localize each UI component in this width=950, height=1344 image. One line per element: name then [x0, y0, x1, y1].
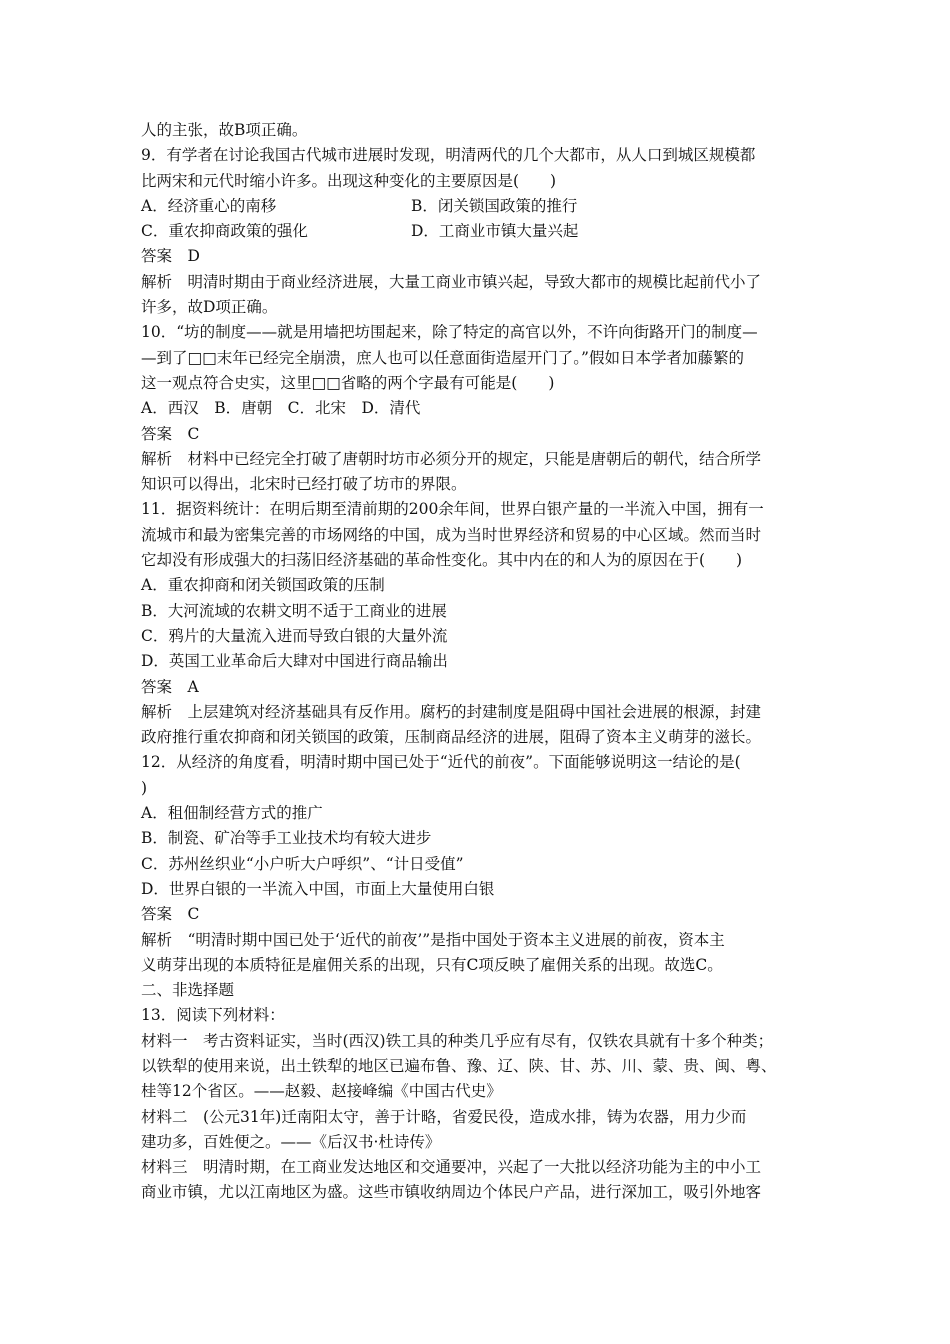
analysis-line: 解析 明清时期由于商业经济进展，大量工商业市镇兴起，导致大都市的规模比起前代小了: [141, 272, 762, 291]
analysis-line: 许多，故D项正确。: [141, 298, 278, 317]
analysis-line: 解析 上层建筑对经济基础具有反作用。腐朽的封建制度是阻碍中国社会进展的根源，封建: [141, 702, 762, 721]
question-10-stem: 这一观点符合史实，这里□□省略的两个字最有可能是( ): [141, 373, 555, 392]
option-b: B．大河流域的农耕文明不适于工商业的进展: [141, 601, 447, 620]
analysis-line: 解析 “明清时期中国已处于‘近代的前夜’”是指中国处于资本主义进展的前夜，资本主: [141, 930, 725, 949]
material-3-line: 商业市镇，尤以江南地区为盛。这些市镇收纳周边个体民户产品，进行深加工，吸引外地客: [141, 1183, 762, 1202]
option-d: D．工商业市镇大量兴起: [411, 222, 579, 241]
answer-line: 答案 C: [141, 905, 200, 924]
option-a: A．租佃制经营方式的推广: [141, 804, 323, 823]
question-10-options: A．西汉 B．唐朝 C．北宋 D．清代: [141, 399, 421, 418]
question-9-options-row: [141, 219, 813, 244]
question-9-stem: 9．有学者在讨论我国古代城市进展时发现，明清两代的几个大都市，从人口到城区规模都: [141, 146, 756, 165]
option-c: C．鸦片的大量流入进而导致白银的大量外流: [141, 626, 448, 645]
option-b: B．闭关锁国政策的推行: [411, 196, 578, 215]
analysis-line: 知识可以得出，北宋时已经打破了坊市的界限。: [141, 475, 467, 494]
question-9-stem: 比两宋和元代时缩小许多。出现这种变化的主要原因是( ): [141, 171, 557, 190]
question-11-stem: 流城市和最为密集完善的市场网络的中国，成为当时世界经济和贸易的中心区域。然而当时: [141, 525, 762, 544]
text-line: 人的主张，故B项正确。: [141, 121, 308, 139]
document-page: [141, 118, 813, 1206]
option-c: C．重农抑商政策的强化: [141, 222, 308, 241]
answer-line: 答案 C: [141, 424, 200, 443]
material-1-line: 桂等12个省区。——赵毅、赵接峰编《中国古代史》: [141, 1082, 502, 1101]
option-b: B．制瓷、矿冶等手工业技术均有较大进步: [141, 829, 432, 848]
option-a: A．重农抑商和闭关锁国政策的压制: [141, 576, 385, 595]
answer-line: 答案 A: [141, 677, 199, 696]
section-heading: 二、非选择题: [141, 981, 235, 1000]
question-11-stem: 它却没有形成强大的扫荡旧经济基础的革命性变化。其中内在的和人为的原因在于( ): [141, 551, 743, 570]
analysis-line: 解析 材料中已经完全打破了唐朝时坊市必须分开的规定，只能是唐朝后的朝代，结合所学: [141, 449, 762, 468]
question-9-options-row: [141, 194, 813, 219]
option-d: D．英国工业革命后大肆对中国进行商品输出: [141, 652, 448, 671]
question-11-stem: 11．据资料统计：在明后期至清前期的200余年间，世界白银产量的一半流入中国，拥有一: [141, 500, 764, 519]
analysis-line: 义萌芽出现的本质特征是雇佣关系的出现，只有C项反映了雇佣关系的出现。故选C。: [141, 955, 723, 974]
question-12-stem: 12．从经济的角度看，明清时期中国已处于“近代的前夜”。下面能够说明这一结论的是(: [141, 753, 741, 772]
material-1-line: 以铁犁的使用来说，出土铁犁的地区已遍布鲁、豫、辽、陕、甘、苏、川、蒙、贵、闽、粤、: [141, 1056, 777, 1075]
option-c: C．苏州丝织业“小户听大户呼织”、“计日受值”: [141, 854, 464, 873]
answer-line: 答案 D: [141, 247, 200, 266]
material-3-line: 材料三 明清时期，在工商业发达地区和交通要冲，兴起了一大批以经济功能为主的中小工: [141, 1158, 762, 1177]
question-12-stem: ): [141, 778, 148, 797]
material-2-line: 建功多，百姓便之。——《后汉书·杜诗传》: [141, 1132, 441, 1151]
option-a: A．经济重心的南移: [141, 196, 277, 215]
material-1-line: 材料一 考古资料证实，当时(西汉)铁工具的种类几乎应有尽有，仅铁农具就有十多个种类；: [141, 1031, 774, 1050]
question-10-stem: —到了□□末年已经完全崩溃，庶人也可以任意面街造屋开门了。”假如日本学者加藤繁的: [141, 348, 744, 367]
option-d: D．世界白银的一半流入中国，市面上大量使用白银: [141, 879, 495, 898]
question-10-stem: 10．“坊的制度——就是用墙把坊围起来，除了特定的高官以外，不许向街路开门的制度—: [141, 323, 758, 342]
question-13-stem: 13．阅读下列材料：: [141, 1006, 285, 1025]
analysis-line: 政府推行重农抑商和闭关锁国的政策，压制商品经济的进展，阻碍了资本主义萌芽的滋长。: [141, 728, 762, 747]
material-2-line: 材料二 (公元31年)迁南阳太守，善于计略，省爱民役，造成水排，铸为农器，用力少而: [141, 1107, 747, 1126]
